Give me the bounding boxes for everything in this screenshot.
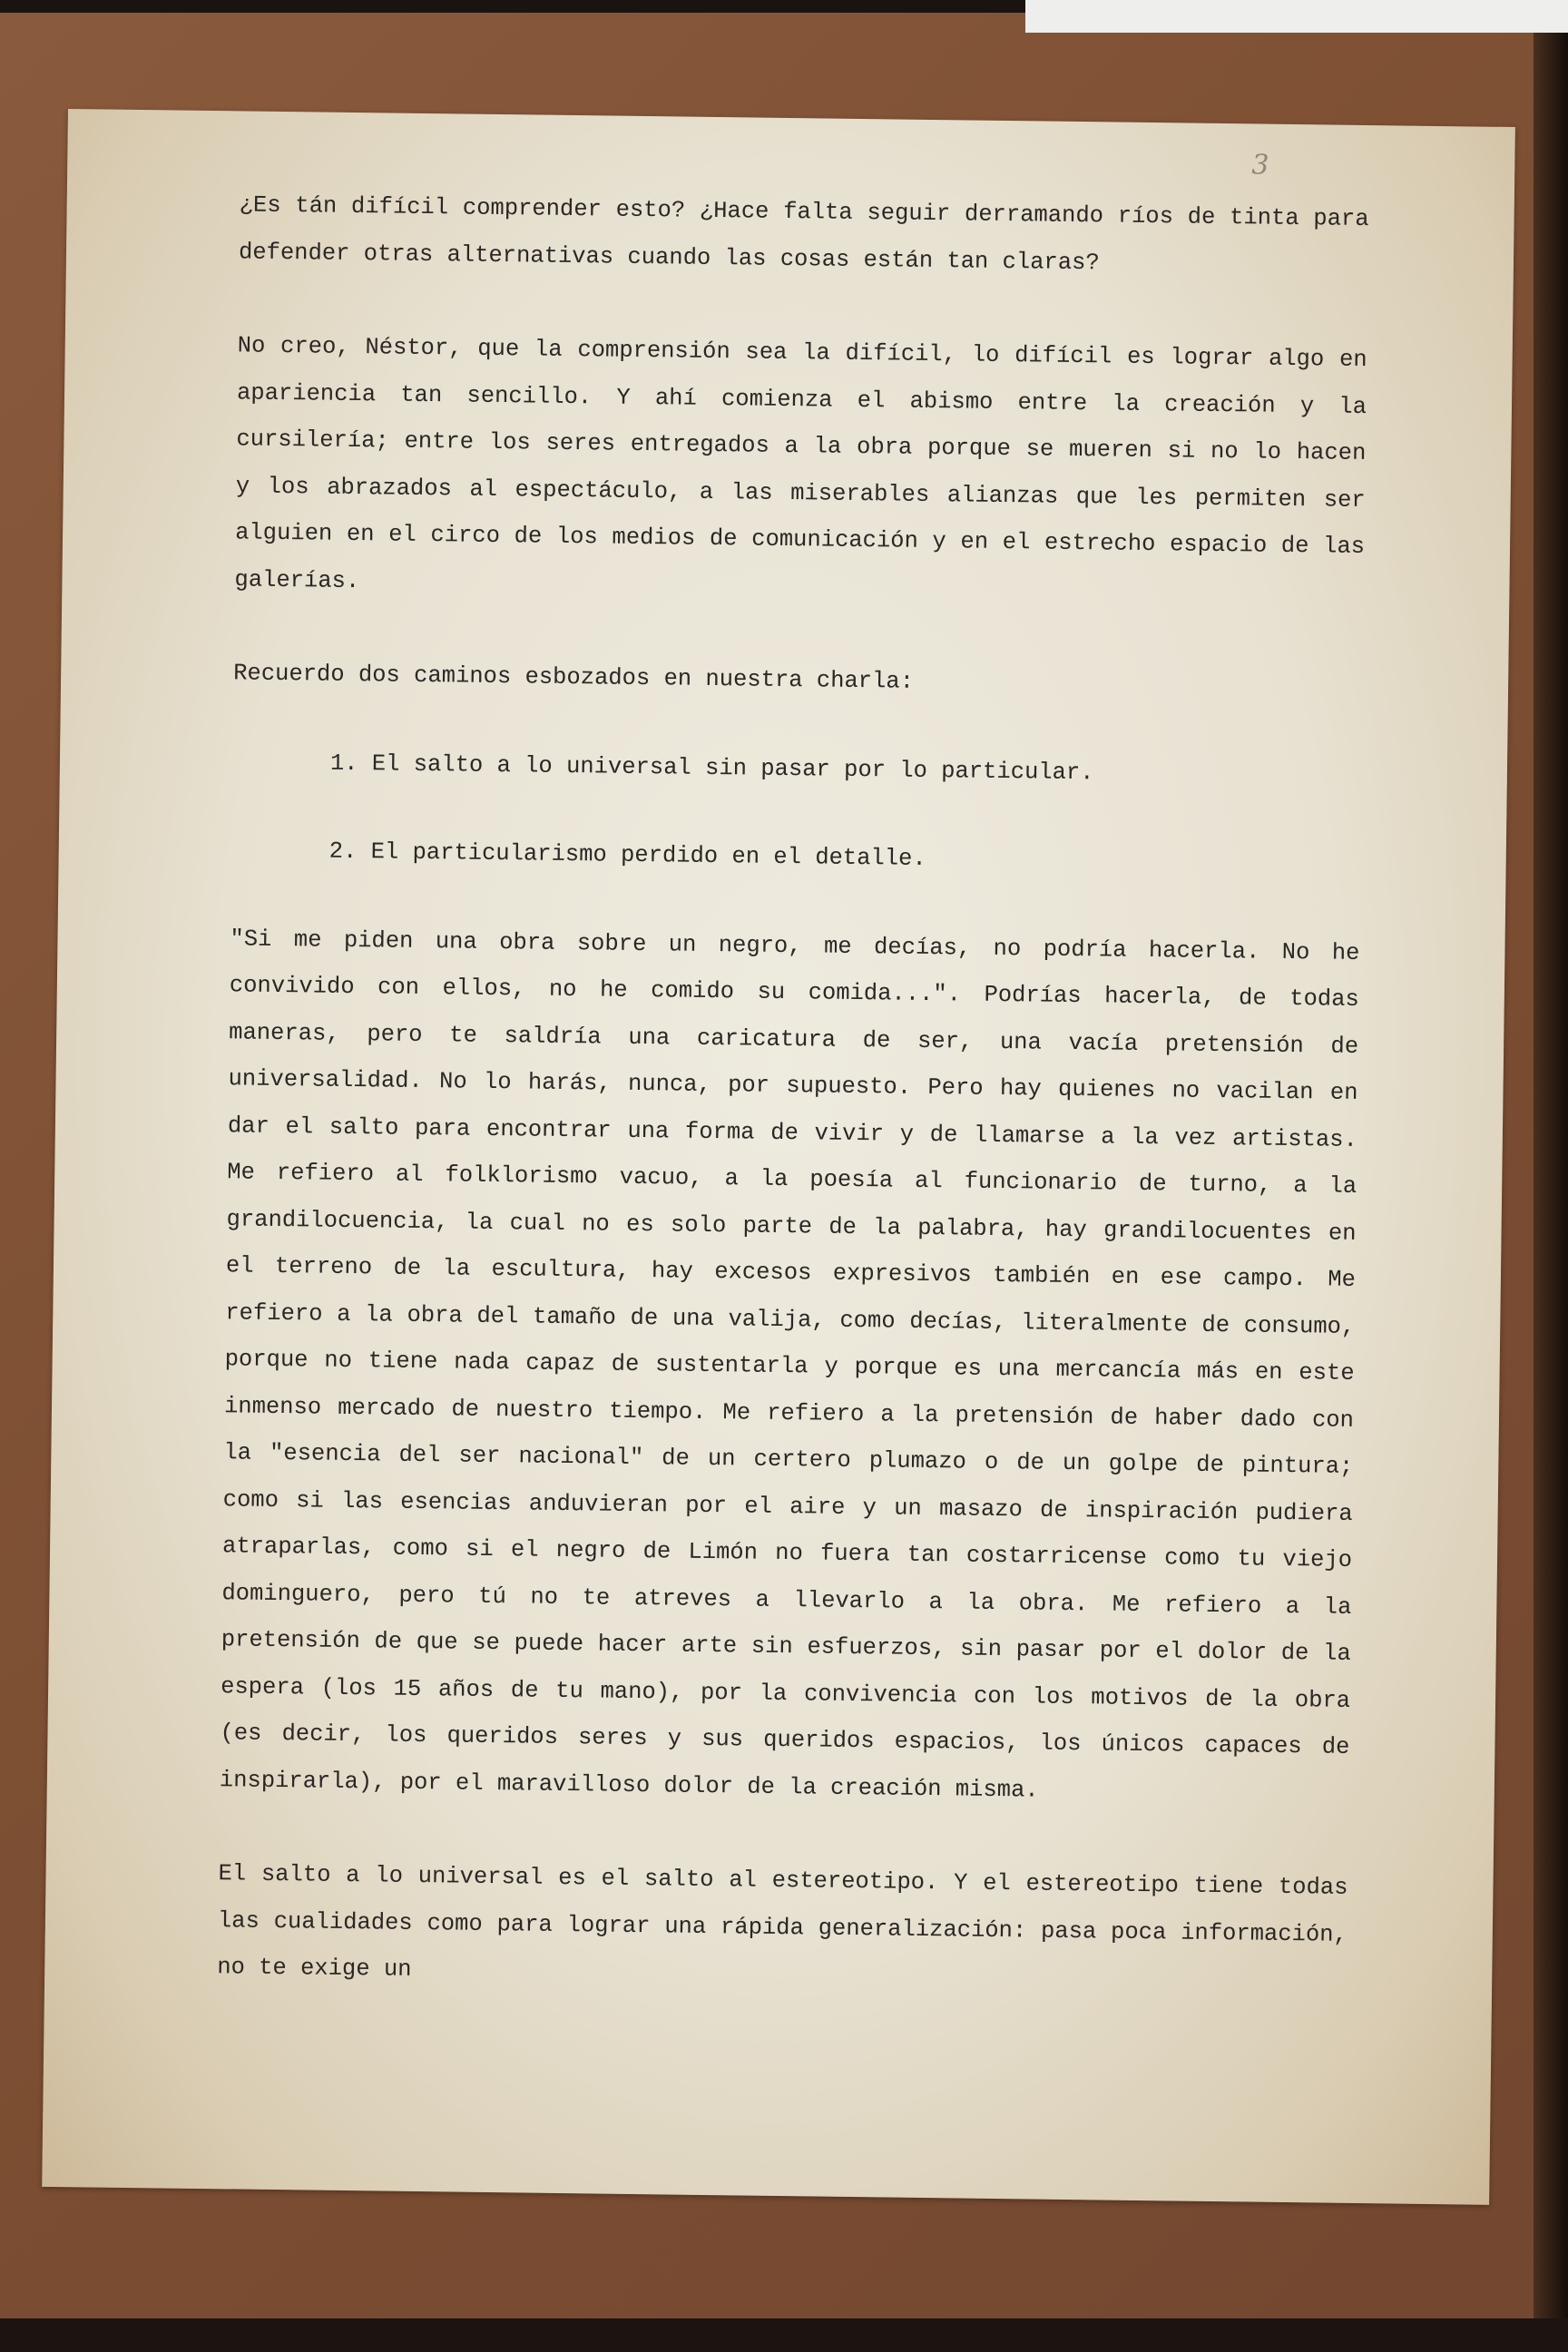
bottom-shadow-strip	[0, 2318, 1568, 2352]
list-item-2: 2. El particularismo perdido en el detalle.	[328, 838, 926, 872]
top-paper-edge	[1025, 0, 1568, 33]
page-body-text	[216, 181, 1369, 2052]
paragraph-3: Recuerdo dos caminos esbozados en nuestra charla:	[233, 660, 915, 695]
right-shadow-strip	[1534, 33, 1568, 2352]
paragraph-2: No creo, Néstor, que la comprensión sea la difícil, lo difícil es lograr algo en apariencia tan sencillo. Y ahí comienza el abismo entre la creación y la cursilería; entre los seres entregados a la obra porque se mueren si no lo hacen y los abrazados al espectáculo, a las miserables alianzas que les permiten ser alguien en el circo de los medios de comunicación y en el estrecho espacio de las galerías.	[234, 332, 1367, 594]
paragraph-4: "Si me piden una obra sobre un negro, me decías, no podría hacerla. No he convivido con ellos, no he comido su comida...". Podrías hacerla, de todas maneras, pero te saldría una caricatura de ser, una vacía pretensión de universalidad. No lo harás, nunca, por supuesto. Pero hay quienes no vacilan en dar el salto para encontrar una forma de vivir y de llamarse a la vez artistas. Me refiero al folklorismo vacuo, a la poesía al funcionario de turno, a la grandilocuencia, la cual no es solo parte de la palabra, hay grandilocuentes en el terreno de la escultura, hay excesos expresivos también en ese campo. Me refiero a la obra del tamaño de una valija, como decías, literalmente de consumo, porque no tiene nada capaz de sustentarla y porque es una mercancía más en este inmenso mercado de nuestro tiempo. Me refiero a la pretensión de haber dado con la "esencia del ser nacional" de un certero plumazo o de un golpe de pintura; como si las esencias anduvieran por el aire y un masazo de inspiración pudiera atraparlas, como si el negro de Limón no fuera tan costarricense como tu viejo dominguero, pero tú no te atreves a llevarlo a la obra. Me refiero a la pretensión de que se puede hacer arte sin esfuerzos, sin pasar por el dolor de la espera (los 15 años de tu mano), por la convivencia con los motivos de la obra (es decir, los queridos seres y sus queridos espacios, los únicos capaces de inspirarla), por el maravilloso dolor de la creación misma.	[219, 925, 1360, 1804]
paragraph-5: El salto a lo universal es el salto al estereotipo. Y el estereotipo tiene todas las cualidades como para lograr una rápida generalización: pasa poca información, no te exige un	[217, 1860, 1348, 1983]
list-item-1: 1. El salto a lo universal sin pasar por lo particular.	[329, 750, 1094, 786]
paragraph-1: ¿Es tán difícil comprender esto? ¿Hace falta seguir derramando ríos de tinta para defender otras alternativas cuando las cosas están tan claras?	[238, 191, 1369, 276]
document-page	[42, 109, 1515, 2205]
page-number: 3	[1251, 149, 1269, 181]
